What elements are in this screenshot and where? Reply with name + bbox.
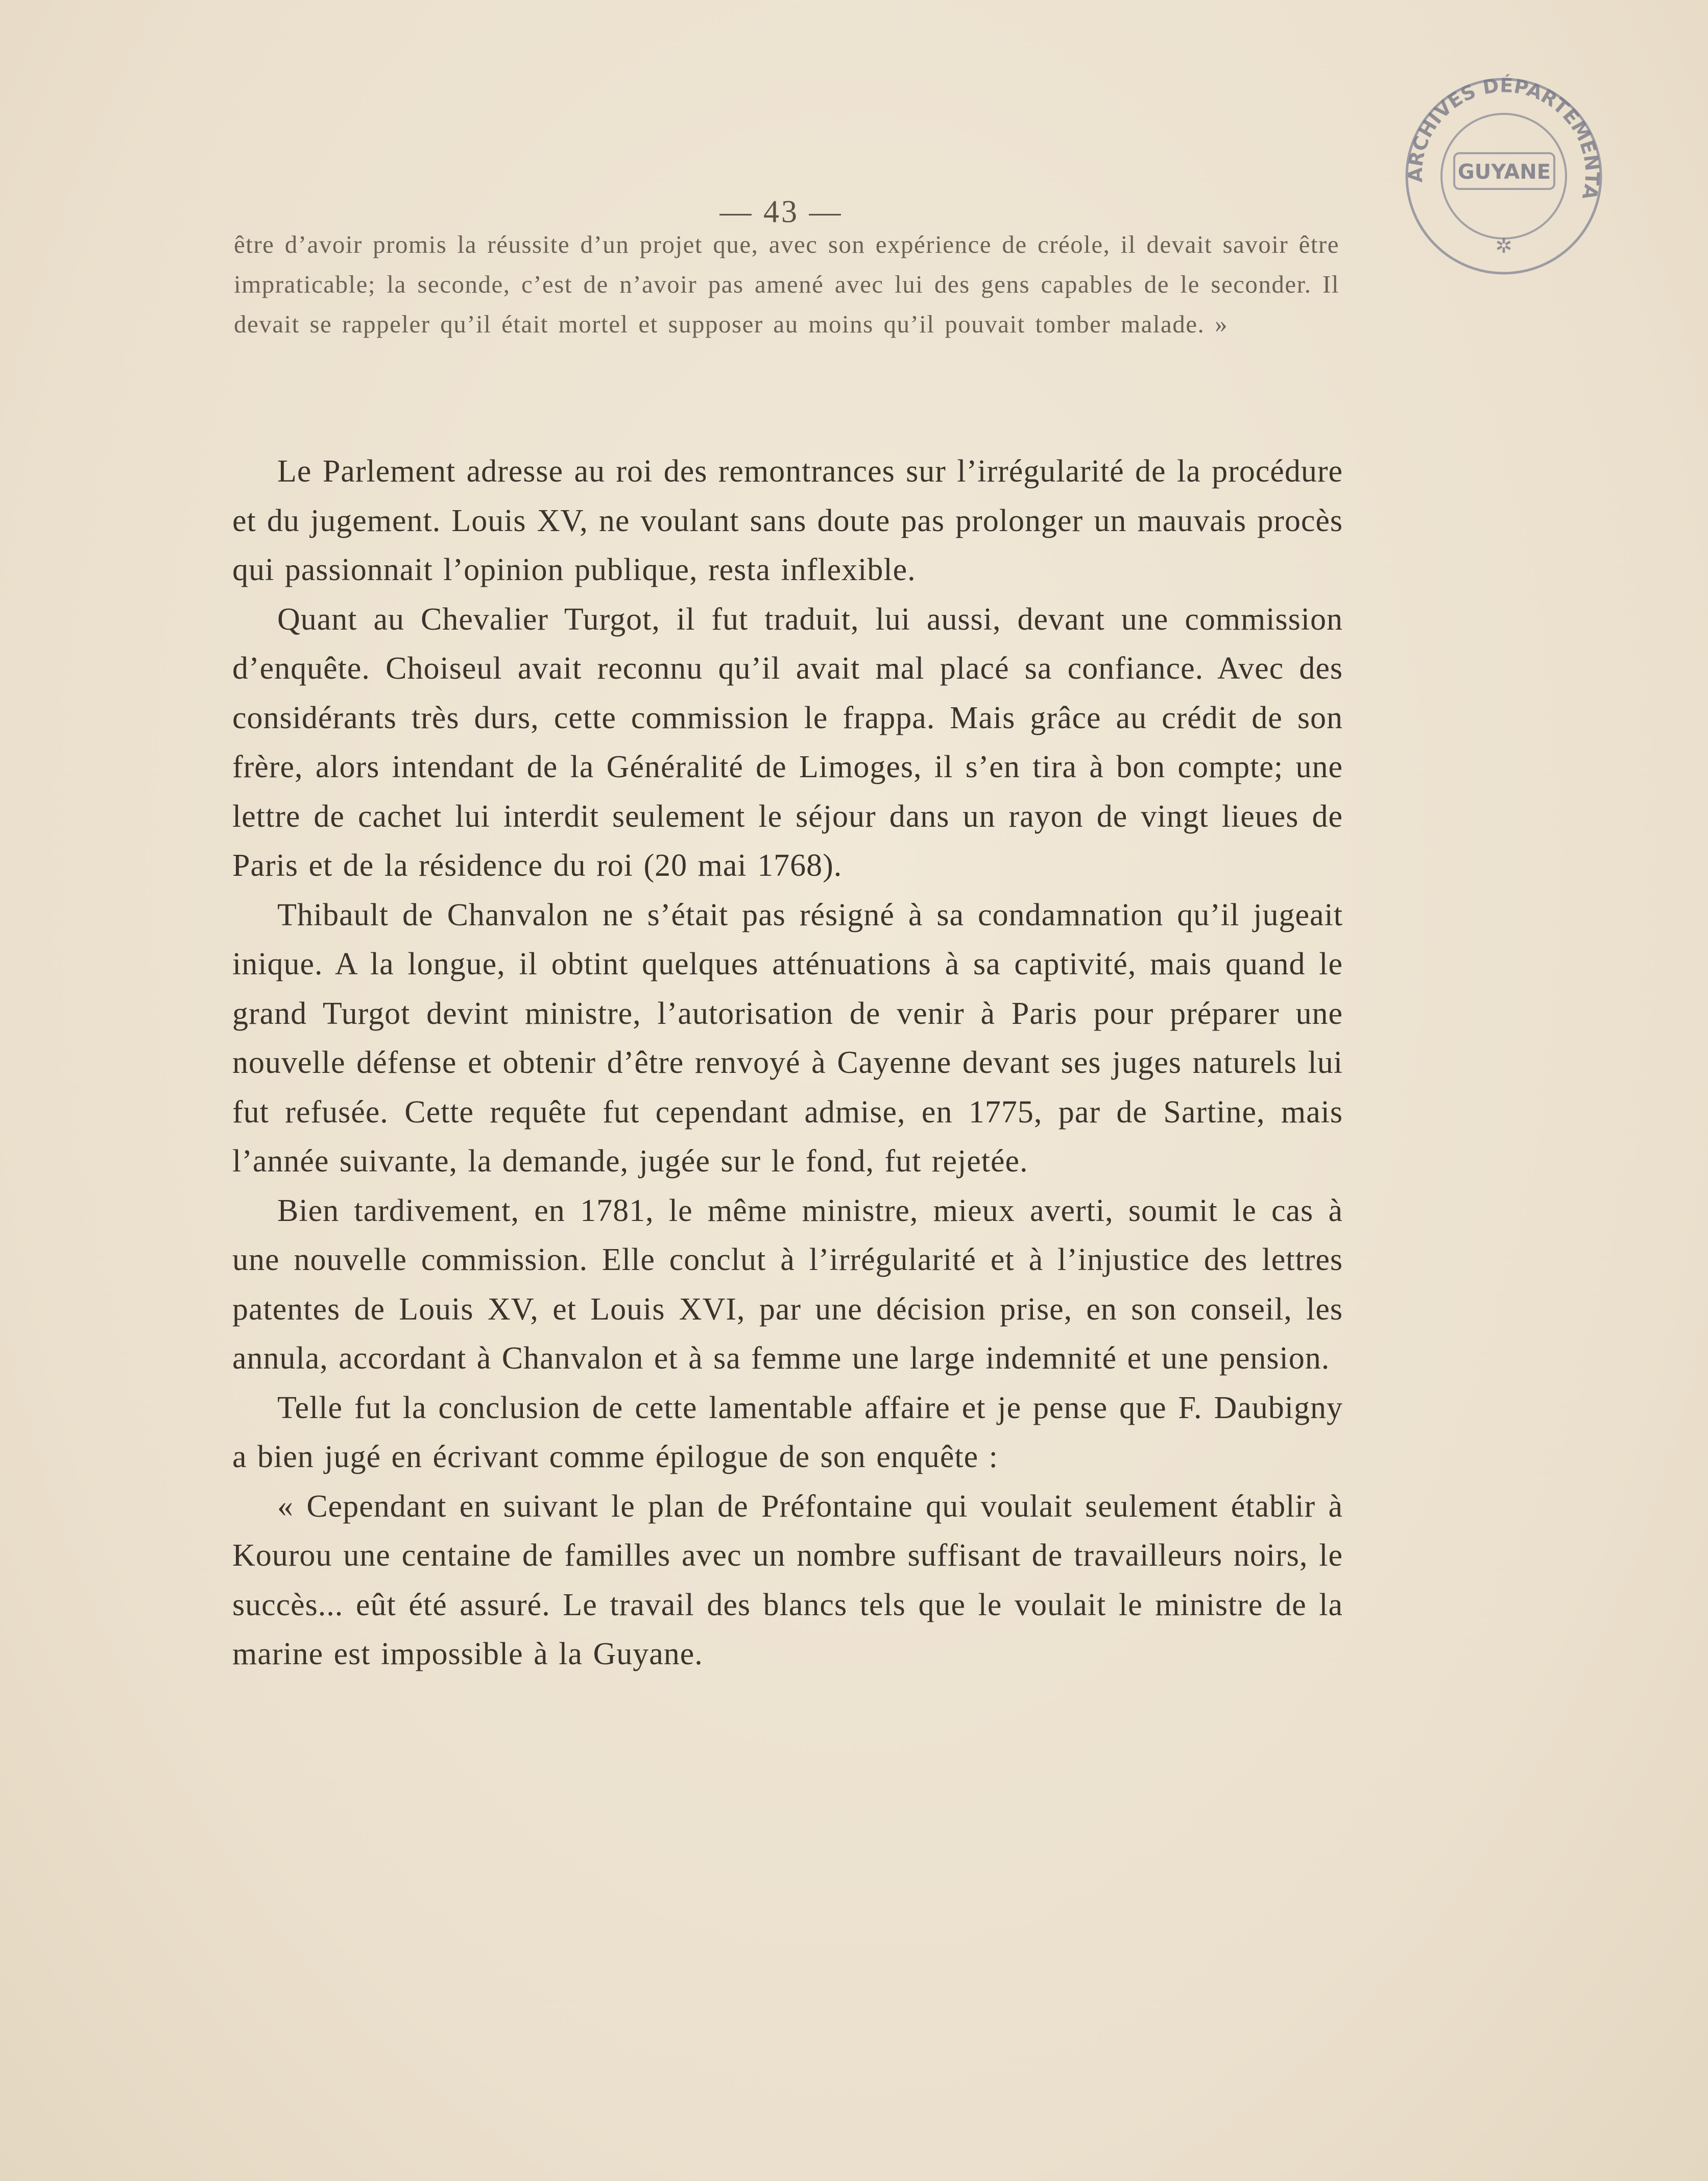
paragraph: Bien tardivement, en 1781, le même ministre, mieux averti, soumit le cas à une nouvelle commission. Elle conclut à l’irrégularité et à l’injustice des lettres patentes de Louis XV, et Louis XVI, par une décision prise, en son conseil, les annula, accordant à Chanvalon et à sa femme une large indemnité et une pension. xyxy=(232,1193,1343,1376)
paragraph: Telle fut la conclusion de cette lamentable affaire et je pense que F. Daubigny a bien jugé en écrivant comme épilogue de son enquête : xyxy=(232,1390,1343,1474)
paragraph-quote: « Cependant en suivant le plan de Préfontaine qui voulait seulement établir à Kourou une centaine de familles avec un nombre suffisant de travailleurs noirs, le succès... eût été assuré. Le travail des blancs tels que le voulait le ministre de la marine est impossible à la Guyane. xyxy=(232,1489,1343,1671)
archives-stamp-graphic xyxy=(1394,66,1608,286)
paragraph: Thibault de Chanvalon ne s’était pas résigné à sa condamnation qu’il jugeait inique. A la longue, il obtint quelques atténuations à sa captivité, mais quand le grand Turgot devint ministre, l’autorisation de venir à Paris pour préparer une nouvelle défense et obtenir d’être renvoyé à Cayenne devant ses juges naturels lui fut refusée. Cette requête fut cependant admise, en 1775, par de Sartine, mais l’année suivante, la demande, jugée sur le fond, fut rejetée. xyxy=(232,897,1343,1179)
archives-stamp xyxy=(1394,66,1608,286)
star-icon: ✲ xyxy=(1495,234,1512,258)
page-number: — 43 — xyxy=(719,195,843,229)
main-body xyxy=(232,447,1343,1679)
paragraph: Le Parlement adresse au roi des remontrances sur l’irrégularité de la procédure et du jugement. Louis XV, ne voulant sans doute pas prolonger un mauvais procès qui passionnait l’opinion publique, resta inflexible. xyxy=(232,454,1343,587)
quote-continuation: être d’avoir promis la réussite d’un projet que, avec son expérience de créole, il devait savoir être impraticable; la seconde, c’est de n’avoir pas amené avec lui des gens capables de le seconder. Il devait se rappeler qu’il était mortel et supposer au moins qu’il pouvait tomber malade. » xyxy=(234,230,1339,338)
stamp-center-text: GUYANE xyxy=(1457,160,1551,184)
paragraph: Quant au Chevalier Turgot, il fut traduit, lui aussi, devant une commission d’enquête. Choiseul avait reconnu qu’il avait mal placé sa confiance. Avec des considérants très durs, cette commission le frappa. Mais grâce au crédit de son frère, alors intendant de la Généralité de Limoges, il s’en tira à bon compte; une lettre de cachet lui interdit seulement le séjour dans un rayon de vingt lieues de Paris et de la résidence du roi (20 mai 1768). xyxy=(232,602,1343,883)
stamp-outer-text: ARCHIVES DÉPARTEMENTA xyxy=(1404,74,1604,202)
